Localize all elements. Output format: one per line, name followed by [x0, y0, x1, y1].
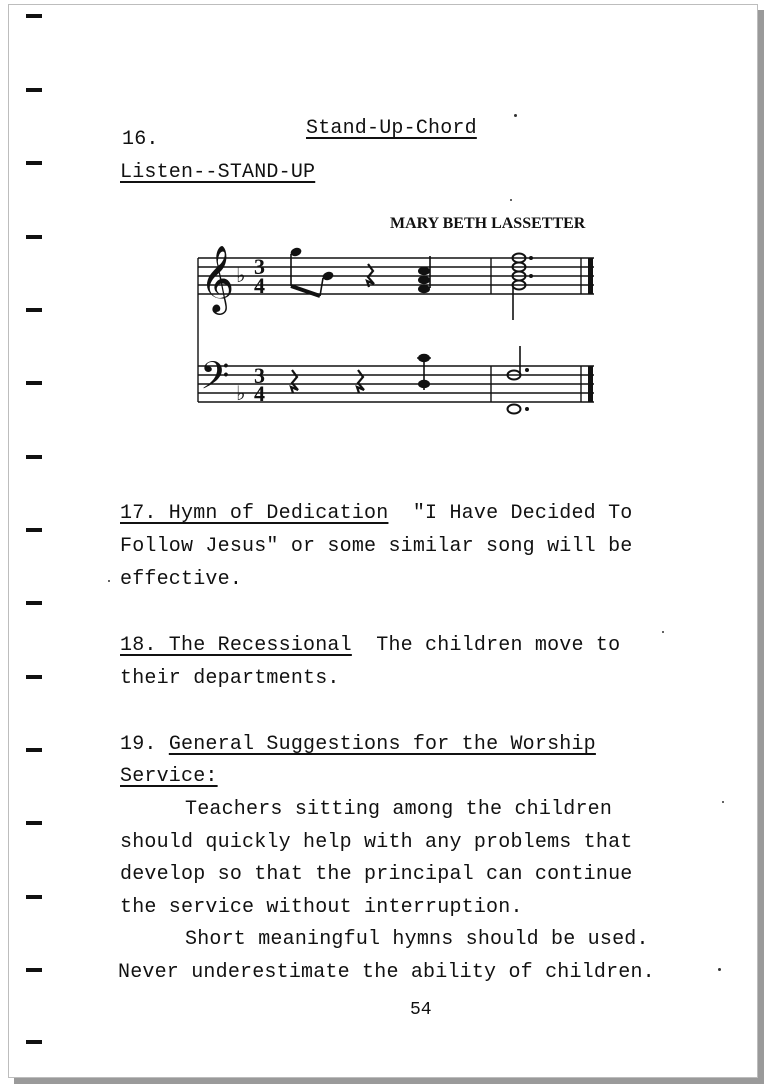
svg-text:♭: ♭: [236, 381, 246, 405]
paragraph-1-line-3: develop so that the principal can continue: [120, 863, 633, 886]
item-19-line-1: [120, 733, 596, 756]
scan-speck: [662, 631, 664, 633]
composer-credit: MARY BETH LASSETTER: [390, 215, 586, 232]
binding-mark: [26, 748, 42, 752]
item-18-line1-rest: The children move to: [376, 634, 621, 657]
scan-speck: [514, 114, 517, 117]
item-17-line-1: [120, 502, 633, 525]
paragraph-1-line-2: should quickly help with any problems that: [120, 831, 633, 854]
item-16-title: Stand-Up-Chord: [306, 117, 477, 140]
item-17-gap: [388, 502, 412, 525]
paragraph-2-line-1: Short meaningful hymns should be used.: [185, 928, 649, 951]
item-17-line-2: Follow Jesus" or some similar song will be: [120, 535, 633, 558]
item-18-line-1: [120, 634, 620, 657]
item-18-heading: 18. The Recessional: [120, 634, 352, 657]
paragraph-1-line-4: the service without interruption.: [120, 896, 523, 919]
paragraph-1-line-1: Teachers sitting among the children: [185, 798, 613, 821]
item-17-line1-rest: "I Have Decided To: [412, 502, 633, 525]
page-number: 54: [410, 1000, 432, 1020]
item-19-heading-2: Service:: [120, 765, 218, 788]
item-19-number: 19.: [120, 733, 157, 756]
binding-mark: [26, 968, 42, 972]
binding-mark: [26, 821, 42, 825]
item-19-heading: General Suggestions for the Worship: [168, 733, 596, 756]
item-17-heading: 17. Hymn of Dedication: [120, 502, 389, 525]
svg-text:3: 3: [254, 363, 265, 388]
svg-text:4: 4: [254, 381, 265, 406]
svg-text:4: 4: [254, 273, 265, 298]
item-17-line-3: effective.: [120, 568, 243, 591]
binding-mark: [26, 381, 42, 385]
paragraph-2-line-2: Never underestimate the ability of children.: [118, 961, 655, 984]
binding-mark: [26, 895, 42, 899]
scan-speck: [722, 801, 724, 803]
binding-mark: [26, 161, 42, 165]
item-16-subtitle: Listen--STAND-UP: [120, 161, 316, 184]
scan-speck: [510, 199, 512, 201]
item-18-gap: [352, 634, 376, 657]
binding-mark: [26, 675, 42, 679]
svg-text:𝄢: 𝄢: [200, 353, 230, 407]
item-16-number: 16.: [122, 128, 159, 151]
scan-speck: [718, 968, 721, 971]
binding-mark: [26, 528, 42, 532]
binding-mark: [26, 235, 42, 239]
scan-speck: [108, 580, 110, 582]
music-score: [188, 238, 600, 418]
binding-mark: [26, 601, 42, 605]
svg-text:3: 3: [254, 254, 265, 279]
svg-text:♭: ♭: [236, 263, 246, 287]
binding-mark: [26, 14, 42, 18]
item-18-line-2: their departments.: [120, 667, 340, 690]
binding-mark: [26, 1040, 42, 1044]
binding-mark: [26, 88, 42, 92]
binding-mark: [26, 308, 42, 312]
binding-mark: [26, 455, 42, 459]
svg-text:𝄞: 𝄞: [200, 244, 235, 312]
